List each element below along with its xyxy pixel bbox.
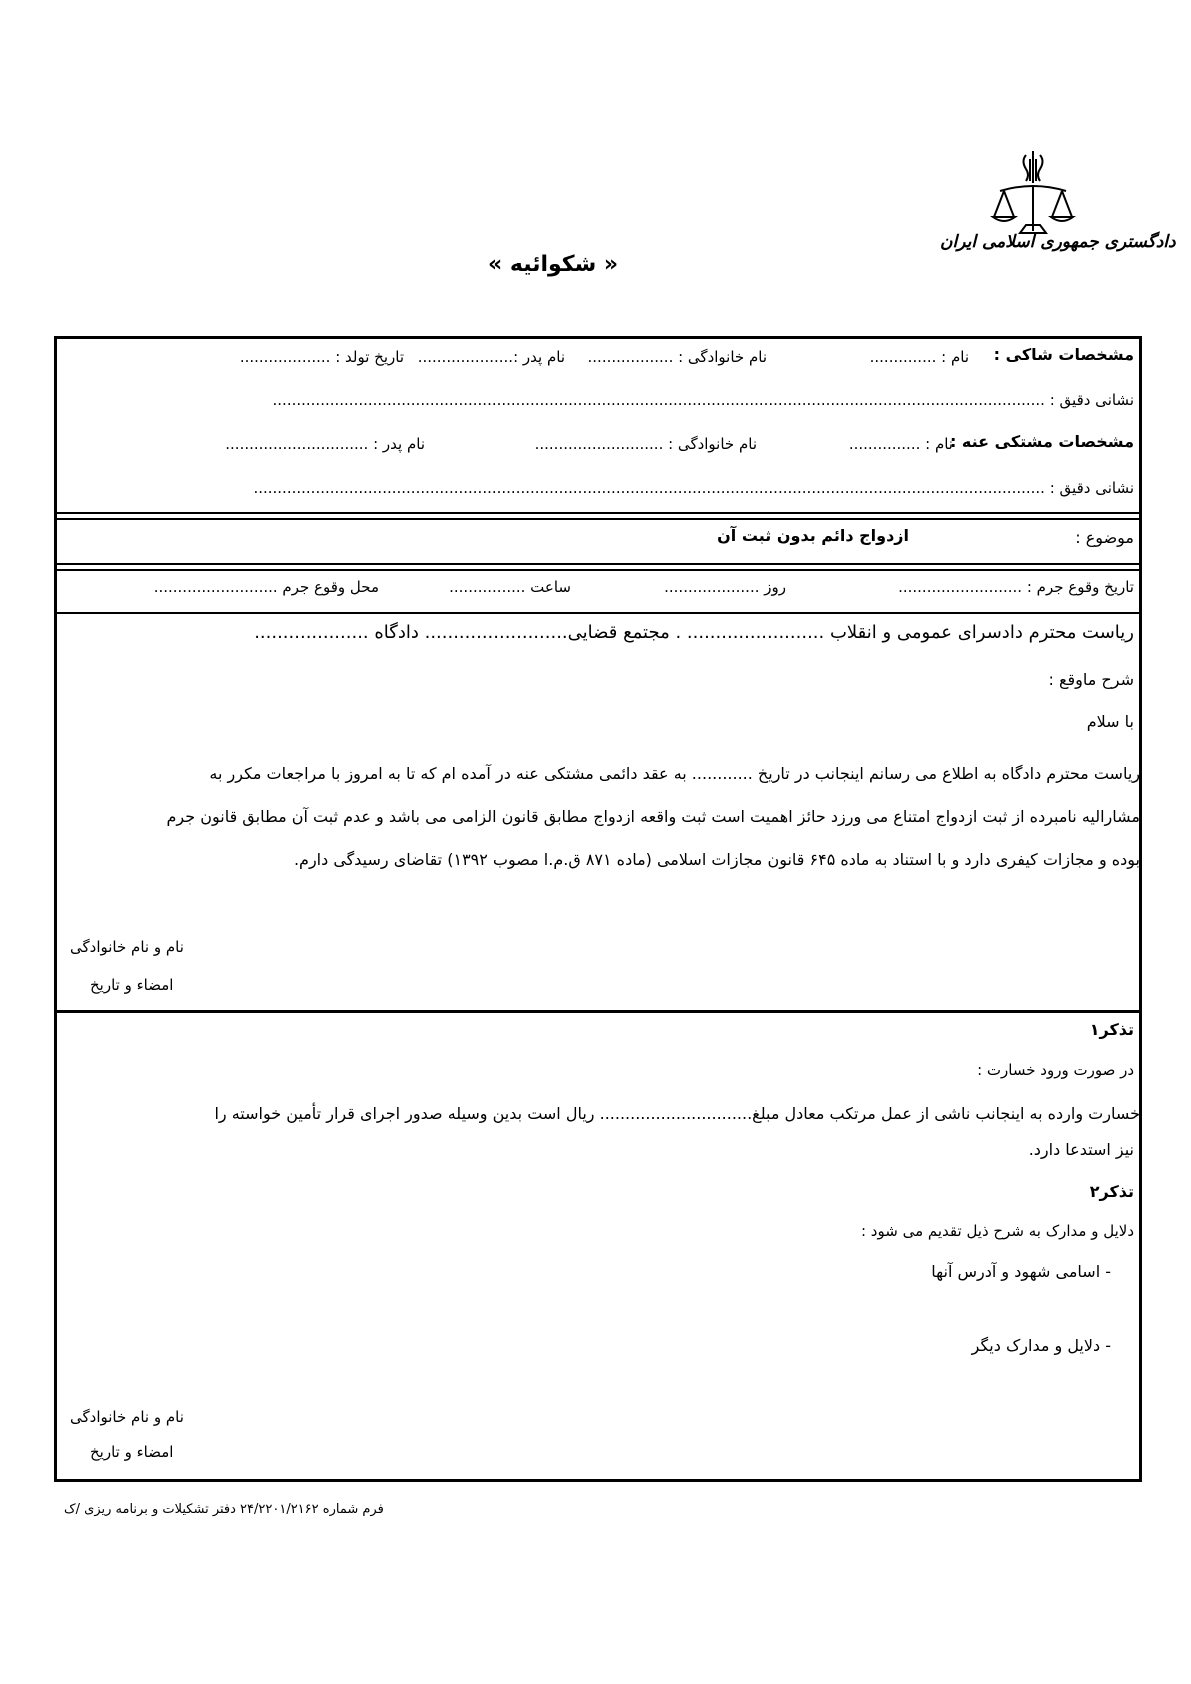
signature-date-label: امضاء و تاریخ (90, 976, 174, 994)
note1-line: خسارت وارده به اینجانب ناشی از عمل مرتکب معادل مبلغ.............................. ریال است بدین وسیله صدور اجرای قرار تأمین خواسته را (214, 1104, 1140, 1123)
defendant-family-field[interactable]: نام خانوادگی : ........................... (534, 435, 757, 453)
note2-intro: دلایل و مدارک به شرح ذیل تقدیم می شود : (860, 1222, 1134, 1240)
subject-value: ازدواج دائم بدون ثبت آن (717, 526, 909, 545)
emblem-caption: دادگستری جمهوری اسلامی ایران (940, 232, 1176, 252)
signature-date-label: امضاء و تاریخ (90, 1443, 174, 1461)
divider (54, 1010, 1142, 1013)
defendant-heading: مشخصات مشتکی عنه : (949, 432, 1134, 451)
note1-line: نیز استدعا دارد. (1028, 1140, 1134, 1159)
form-frame (54, 336, 1142, 1482)
note1-heading: تذکر۱ (1089, 1020, 1134, 1039)
note2-heading: تذکر۲ (1089, 1182, 1134, 1201)
crime-date-field[interactable]: تاریخ وقوع جرم : .......................... (898, 578, 1134, 596)
note1-intro: در صورت ورود خسارت : (977, 1061, 1134, 1079)
list-item: - دلایل و مدارک دیگر (971, 1336, 1111, 1355)
form-number-footer: فرم شماره ۲۴/۲۲۰۱/۲۱۶۲ دفتر تشکیلات و برنامه ریزی /ک (64, 1502, 384, 1517)
divider (54, 518, 1142, 520)
defendant-father-field[interactable]: نام پدر : .............................. (225, 435, 425, 453)
crime-day-field[interactable]: روز .................... (664, 578, 786, 596)
complainant-heading: مشخصات شاکی : (993, 345, 1134, 364)
page-title: « شکوائیه » (488, 252, 619, 277)
complainant-father-field[interactable]: نام پدر :.................... (417, 348, 565, 366)
description-label: شرح ماوقع : (1048, 670, 1134, 689)
judiciary-emblem-icon (990, 145, 1076, 241)
body-line: ریاست محترم دادگاه به اطلاع می رسانم اینجانب در تاریخ ............ به عقد دائمی مشتکی عنه در آمده ام که تا به امروز با مراجعات مکرر به (209, 764, 1140, 783)
list-item: - اسامی شهود و آدرس آنها (931, 1262, 1111, 1281)
body-line: بوده و مجازات کیفری دارد و با استناد به ماده ۶۴۵ قانون مجازات اسلامی (ماده ۸۷۱ ق.م.ا مصوب ۱۳۹۲) تقاضای رسیدگی دارم. (293, 850, 1140, 869)
greeting: با سلام (1086, 712, 1134, 731)
divider (54, 612, 1142, 614)
defendant-address-field[interactable]: نشانی دقیق : ...................................................................................................................................................................... (253, 479, 1134, 497)
addressee-line: ریاست محترم دادسرای عمومی و انقلاب ........................ . مجتمع قضایی......................... دادگاه .................... (254, 622, 1134, 643)
complainant-family-field[interactable]: نام خانوادگی : .................. (587, 348, 767, 366)
divider (54, 569, 1142, 571)
divider (54, 512, 1142, 514)
subject-label: موضوع : (1075, 528, 1134, 547)
signature-name-label: نام و نام خانوادگی (70, 938, 184, 956)
body-line: مشارالیه نامبرده از ثبت ازدواج امتناع می ورزد حائز اهمیت است ثبت واقعه ازدواج مطابق قانون الزامی می باشد و عدم ثبت آن مطابق قانون جرم (166, 807, 1140, 826)
crime-time-field[interactable]: ساعت ................ (449, 578, 571, 596)
signature-name-label: نام و نام خانوادگی (70, 1408, 184, 1426)
divider (54, 563, 1142, 565)
complainant-name-field[interactable]: نام : .............. (869, 348, 969, 366)
crime-place-field[interactable]: محل وقوع جرم .......................... (153, 578, 379, 596)
complainant-birth-field[interactable]: تاریخ تولد : ................... (239, 348, 404, 366)
defendant-name-field[interactable]: نام : ............... (848, 435, 953, 453)
complainant-address-field[interactable]: نشانی دقیق : .................................................................................................................................................................. (272, 391, 1134, 409)
